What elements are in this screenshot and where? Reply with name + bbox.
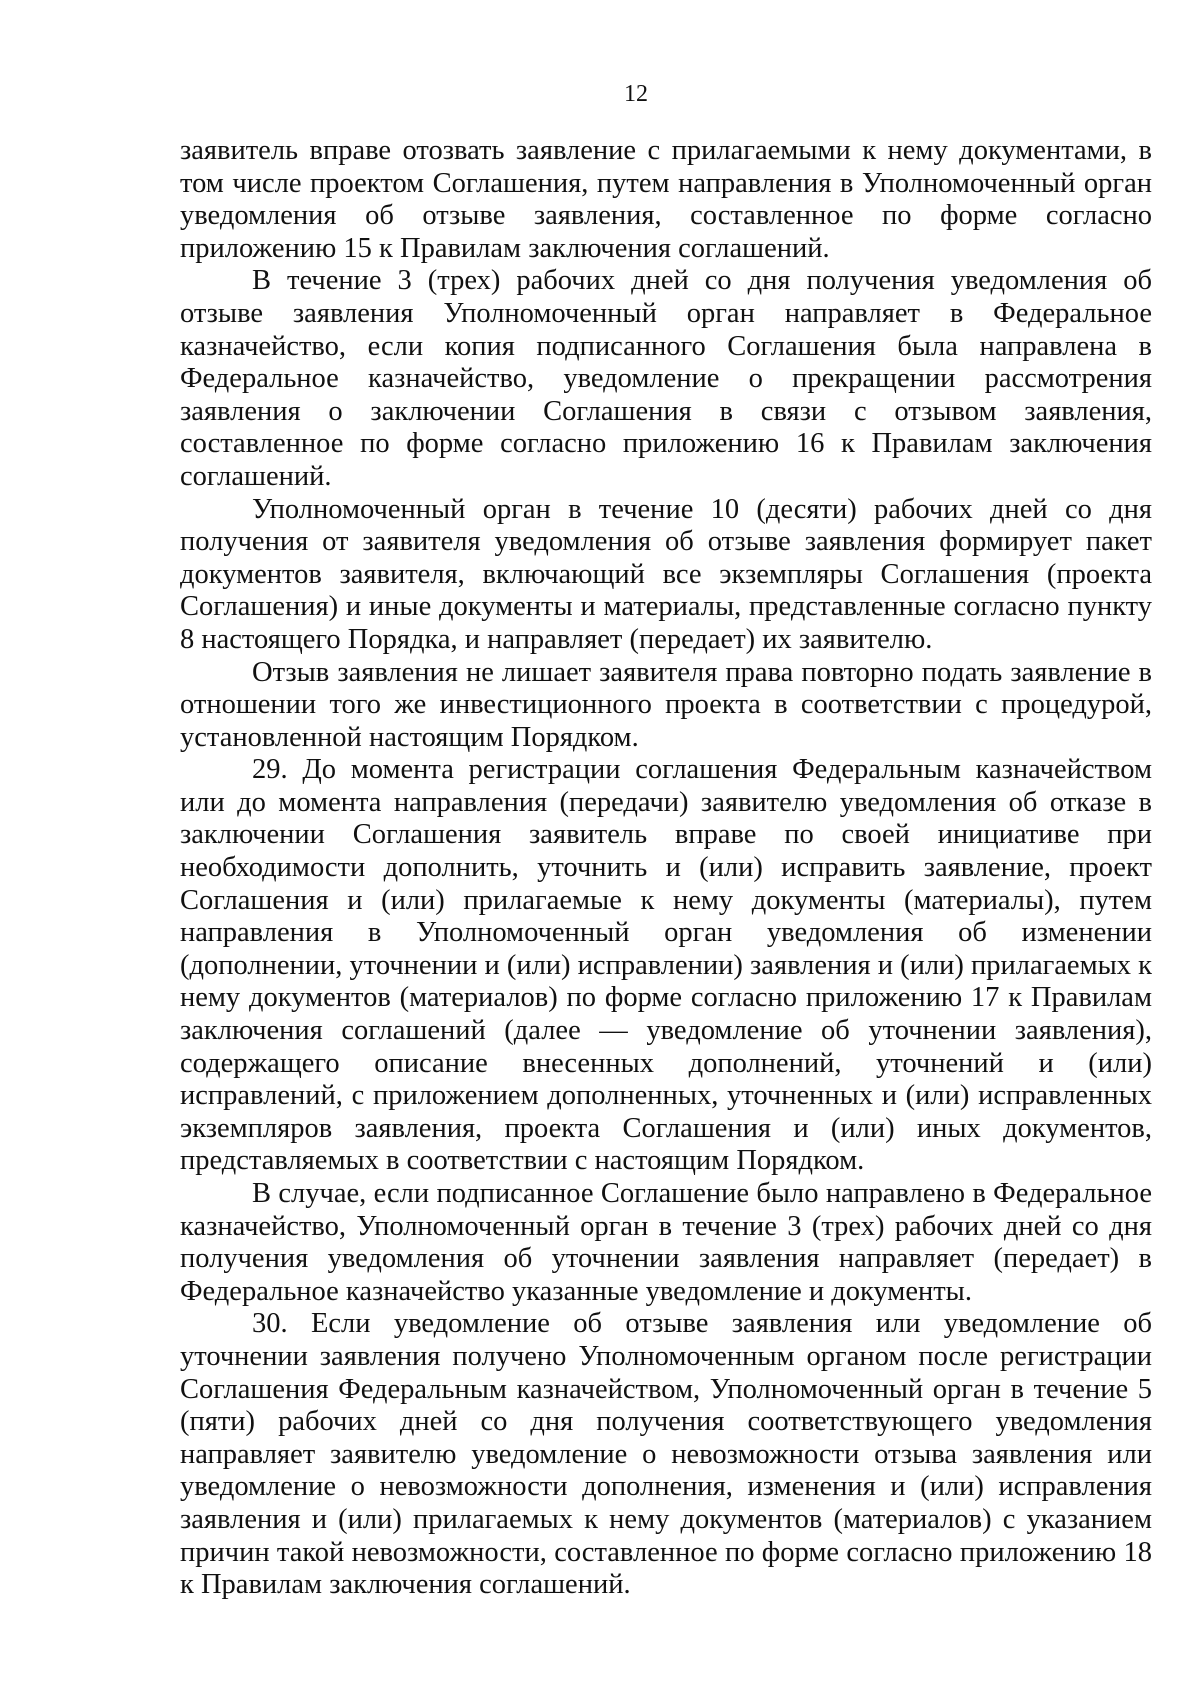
page-number: 12 [624, 81, 648, 107]
paragraph-clause-30: 30. Если уведомление об отзыве заявления или уведомление об уточнении заявления получено Уполномоченным органом после регистрации Соглашения Федеральным казначейством, Уполномоченный орган в течение 5 (пяти) рабочих дней со дня получения соответствующего уведомления направляет заявителю уведомление о невозможности отзыва заявления или уведомление о невозможности дополнения, изменения и (или) исправления заявления и (или) прилагаемых к нему документов (материалов) с указанием причин такой невозможности, составленное по форме согласно приложению 18 к Правилам заключения соглашений. [180, 1308, 1152, 1601]
paragraph-treasury-forwarding: В случае, если подписанное Соглашение было направлено в Федеральное казначейство, Уполномоченный орган в течение 3 (трех) рабочих дней со дня получения уведомления об уточнении заявления направляет (передает) в Федеральное казначейство указанные уведомление и документы. [180, 1178, 1152, 1307]
paragraph-withdrawal-notice: В течение 3 (трех) рабочих дней со дня получения уведомления об отзыве заявления Уполномоченный орган направляет в Федеральное казначейство, если копия подписанного Соглашения была направлена в Федеральное казначейство, уведомление о прекращении рассмотрения заявления о заключении Соглашения в связи с отзывом заявления, составленное по форме согласно приложению 16 к Правилам заключения соглашений. [180, 265, 1152, 492]
paragraph-clause-29: 29. До момента регистрации соглашения Федеральным казначейством или до момента направления (передачи) заявителю уведомления об отказе в заключении Соглашения заявитель вправе по своей инициативе при необходимости дополнить, уточнить и (или) исправить заявление, проект Соглашения и (или) прилагаемые к нему документы (материалы), путем направления в Уполномоченный орган уведомления об изменении (дополнении, уточнении и (или) исправлении) заявления и (или) прилагаемых к нему документов (материалов) по форме согласно приложению 17 к Правилам заключения соглашений (далее — уведомление об уточнении заявления), содержащего описание внесенных дополнений, уточнений и (или) исправлений, с приложением дополненных, уточненных и (или) исправленных экземпляров заявления, проекта Соглашения и (или) иных документов, представляемых в соответствии с настоящим Порядком. [180, 754, 1152, 1177]
paragraph-document-return: Уполномоченный орган в течение 10 (десяти) рабочих дней со дня получения от заявителя уведомления об отзыве заявления формирует пакет документов заявителя, включающий все экземпляры Соглашения (проекта Соглашения) и иные документы и материалы, представленные согласно пункту 8 настоящего Порядка, и направляет (передает) их заявителю. [180, 493, 1152, 655]
paragraph-continuation: заявитель вправе отозвать заявление с прилагаемыми к нему документами, в том числе проектом Соглашения, путем направления в Уполномоченный орган уведомления об отзыве заявления, составленное по форме согласно приложению 15 к Правилам заключения соглашений. [180, 135, 1152, 264]
paragraph-resubmission-right: Отзыв заявления не лишает заявителя права повторно подать заявление в отношении того же инвестиционного проекта в соответствии с процедурой, установленной настоящим Порядком. [180, 656, 1152, 753]
document-body [180, 135, 1152, 1602]
